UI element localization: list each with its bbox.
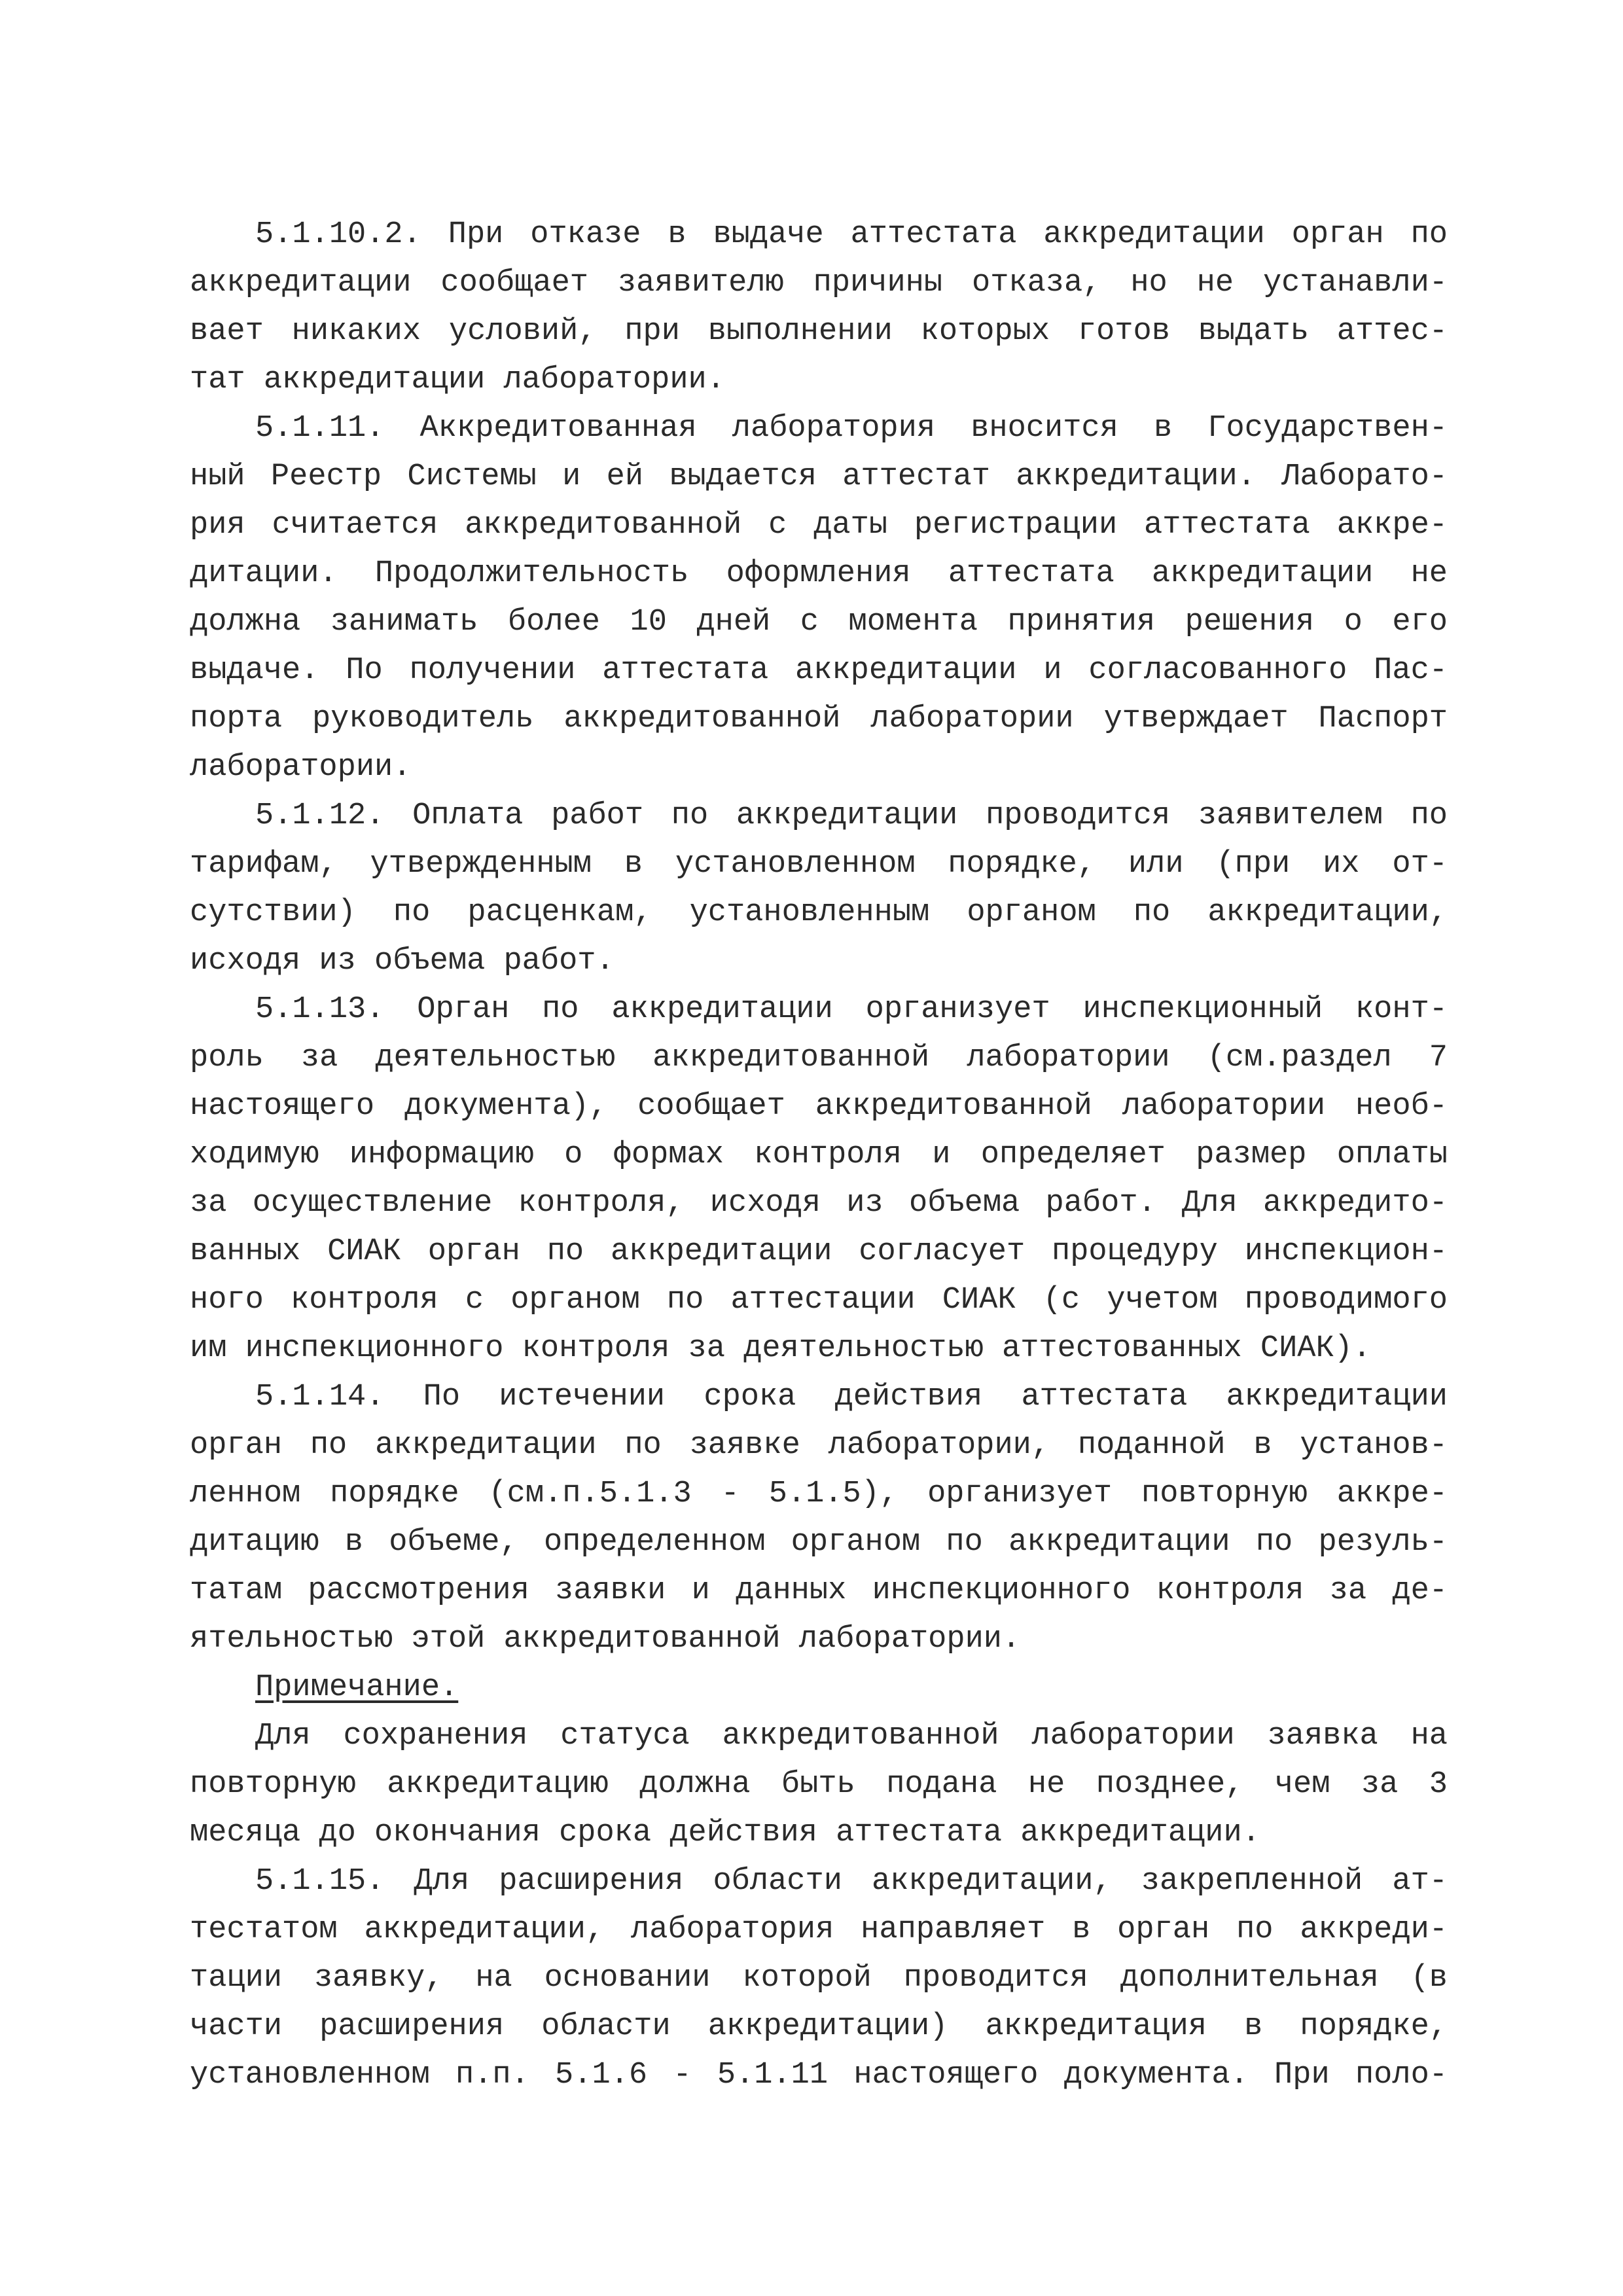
text-line: 5.1.14. По истечении срока действия аттестата аккредитации [255,1380,1448,1414]
text-line: ятельностью этой аккредитованной лаборатории. [190,1622,1021,1657]
text-line: ванных СИАК орган по аккредитации согласует процедуру инспекцион- [190,1234,1448,1269]
text-line: роль за деятельностью аккредитованной лаборатории (см.раздел 7 [190,1041,1448,1075]
text-line: месяца до окончания срока действия аттестата аккредитации. [190,1816,1260,1850]
text-line: тарифам, утвержденным в установленном порядке, или (при их от- [190,847,1448,882]
text-line: 5.1.12. Оплата работ по аккредитации проводится заявителем по [255,798,1448,833]
text-line: Для сохранения статуса аккредитованной лаборатории заявка на [255,1719,1448,1753]
text-line: дитации. Продолжительность оформления аттестата аккредитации не [190,556,1448,591]
text-line: тации заявку, на основании которой проводится дополнительная (в [190,1961,1448,1996]
text-line [190,1664,1448,1712]
text-line: 5.1.15. Для расширения области аккредитации, закрепленной ат- [255,1864,1448,1899]
paragraph [190,986,1448,1373]
text-line: тестатом аккредитации, лаборатория направляет в орган по аккреди- [190,1912,1448,1947]
text-line: порта руководитель аккредитованной лаборатории утверждает Паспорт [190,702,1448,736]
text-line: дитацию в объеме, определенном органом по аккредитации по резуль- [190,1525,1448,1560]
document-body [190,211,1448,2100]
text-line: исходя из объема работ. [190,944,615,978]
text-line: рия считается аккредитованной с даты регистрации аттестата аккре- [190,508,1448,543]
text-line: ный Реестр Системы и ей выдается аттестат аккредитации. Лаборато- [190,459,1448,494]
text-line: части расширения области аккредитации) аккредитация в порядке, [190,2009,1448,2044]
text-line: повторную аккредитацию должна быть подана не позднее, чем за 3 [190,1767,1448,1802]
paragraph [190,404,1448,792]
text-line: татам рассмотрения заявки и данных инспекционного контроля за де- [190,1573,1448,1608]
text-line: ленном порядке (см.п.5.1.3 - 5.1.5), организует повторную аккре- [190,1477,1448,1511]
text-line: ного контроля с органом по аттестации СИАК (с учетом проводимого [190,1283,1448,1318]
text-line: должна занимать более 10 дней с момента принятия решения о его [190,605,1448,639]
paragraph [190,1857,1448,2100]
text-line: аккредитации сообщает заявителю причины отказа, но не устанавли- [190,266,1448,300]
text-line: лаборатории. [190,750,412,785]
paragraph [190,792,1448,986]
text-line: вает никаких условий, при выполнении которых готов выдать аттес- [190,314,1448,349]
text-line: им инспекционного контроля за деятельностью аттестованных СИАК). [190,1331,1372,1366]
text-line: ходимую информацию о формах контроля и определяет размер оплаты [190,1138,1448,1172]
text-line: 5.1.13. Орган по аккредитации организует инспекционный конт- [255,992,1448,1027]
text-line: выдаче. По получении аттестата аккредитации и согласованного Пас- [190,653,1448,688]
paragraph [190,1373,1448,1664]
text-line: тат аккредитации лаборатории. [190,363,725,397]
paragraph [190,211,1448,404]
text-line: 5.1.10.2. При отказе в выдаче аттестата аккредитации орган по [255,217,1448,252]
paragraph [190,1712,1448,1857]
note-heading [190,1664,1448,1712]
text-line: установленном п.п. 5.1.6 - 5.1.11 настоящего документа. При поло- [190,2058,1448,2092]
note-label: Примечание. [255,1670,459,1705]
text-line: за осуществление контроля, исходя из объема работ. Для аккредито- [190,1186,1448,1221]
text-line: настоящего документа), сообщает аккредитованной лаборатории необ- [190,1089,1448,1124]
text-line: сутствии) по расценкам, установленным органом по аккредитации, [190,895,1448,930]
text-line: 5.1.11. Аккредитованная лаборатория вносится в Государствен- [255,411,1448,446]
text-line: орган по аккредитации по заявке лаборатории, поданной в установ- [190,1428,1448,1463]
